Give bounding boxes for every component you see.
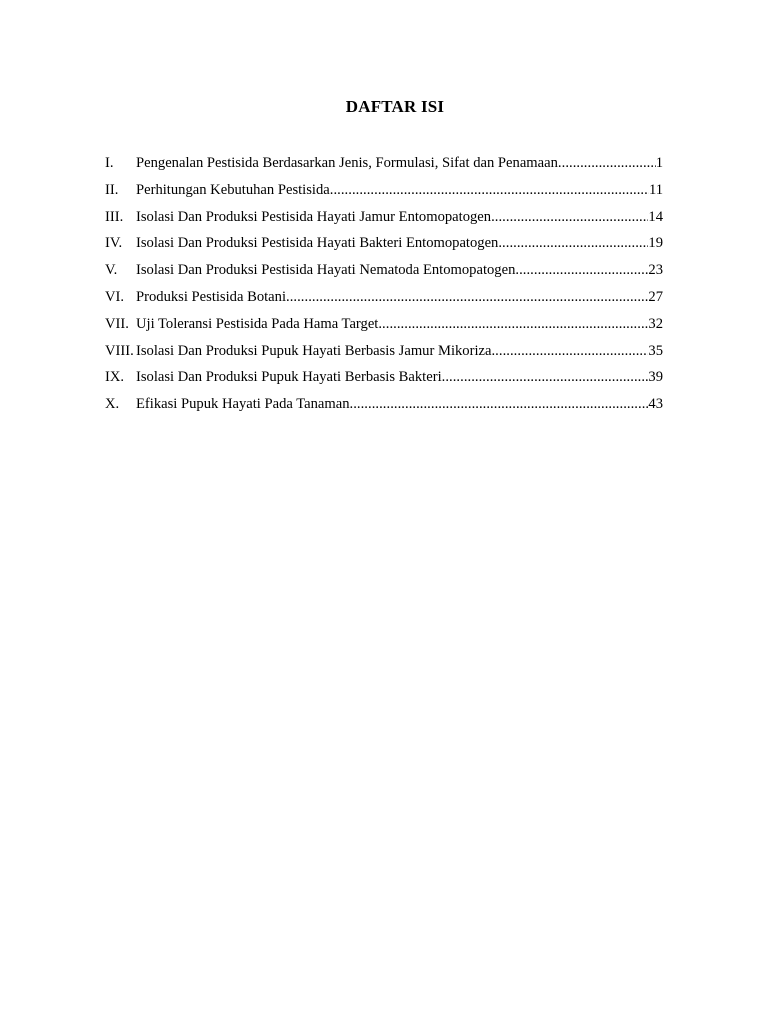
toc-entry-number: V. bbox=[105, 262, 118, 279]
toc-entry-label: Efikasi Pupuk Hayati Pada Tanaman bbox=[136, 396, 350, 413]
toc-entry-label: Pengenalan Pestisida Berdasarkan Jenis, Formulasi, Sifat dan Penamaan bbox=[136, 155, 558, 171]
toc-entry-page: 14 bbox=[648, 208, 663, 225]
toc-dot-leader bbox=[350, 391, 649, 418]
toc-entry-page: 27 bbox=[648, 288, 663, 305]
toc-entry-page: 35 bbox=[648, 342, 663, 359]
toc-entry[interactable] bbox=[105, 338, 663, 365]
toc-dot-leader bbox=[515, 257, 648, 284]
toc-entry-page: 43 bbox=[648, 396, 663, 413]
toc-entry-page: 32 bbox=[648, 315, 663, 332]
page-title: DAFTAR ISI bbox=[345, 97, 445, 116]
toc-entry-page: 11 bbox=[648, 181, 663, 198]
toc-dot-leader bbox=[378, 311, 648, 338]
toc-entry-label: Uji Toleransi Pestisida Pada Hama Target bbox=[136, 315, 379, 332]
toc-entry-label: Isolasi Dan Produksi Pestisida Hayati Bakteri Entomopatogen bbox=[136, 235, 499, 252]
toc-entry[interactable] bbox=[105, 204, 663, 231]
table-of-contents bbox=[105, 150, 663, 418]
toc-dot-leader bbox=[558, 150, 656, 177]
toc-entry-number: VI. bbox=[105, 288, 125, 305]
toc-entry[interactable] bbox=[105, 391, 663, 418]
toc-entry-label: Produksi Pestisida Botani bbox=[136, 288, 286, 305]
toc-entry-page: 23 bbox=[648, 262, 663, 279]
toc-dot-leader bbox=[330, 177, 649, 204]
toc-entry-number: X. bbox=[105, 396, 120, 413]
toc-entry-label: Isolasi Dan Produksi Pupuk Hayati Berbasis Bakteri bbox=[136, 369, 442, 386]
toc-entry[interactable] bbox=[105, 150, 663, 177]
toc-entry[interactable] bbox=[105, 284, 663, 311]
toc-entry-number: IV. bbox=[105, 235, 123, 252]
toc-entry-number: VIII. bbox=[105, 342, 134, 359]
toc-entry-label: Isolasi Dan Produksi Pestisida Hayati Nematoda Entomopatogen bbox=[136, 262, 516, 279]
toc-entry-number: I. bbox=[105, 155, 114, 171]
toc-dot-leader bbox=[442, 364, 649, 391]
toc-dot-leader bbox=[498, 230, 648, 257]
toc-entry-number: II. bbox=[105, 181, 119, 198]
toc-dot-leader bbox=[491, 338, 648, 365]
toc-entry-page: 39 bbox=[648, 369, 663, 386]
toc-entry-page: 19 bbox=[648, 235, 663, 252]
toc-entry-number: IX. bbox=[105, 369, 125, 386]
toc-entry-number: III. bbox=[105, 208, 124, 225]
toc-entry[interactable] bbox=[105, 364, 663, 391]
toc-entry[interactable] bbox=[105, 177, 663, 204]
toc-dot-leader bbox=[286, 284, 648, 311]
toc-entry[interactable] bbox=[105, 257, 663, 284]
toc-entry-label: Isolasi Dan Produksi Pupuk Hayati Berbasis Jamur Mikoriza bbox=[136, 342, 492, 359]
toc-dot-leader bbox=[491, 204, 648, 231]
toc-entry-label: Isolasi Dan Produksi Pestisida Hayati Jamur Entomopatogen bbox=[136, 208, 492, 225]
toc-entry-page: 1 bbox=[655, 155, 663, 171]
toc-entry-label: Perhitungan Kebutuhan Pestisida bbox=[136, 181, 330, 198]
toc-entry-number: VII. bbox=[105, 315, 129, 332]
toc-entry[interactable] bbox=[105, 311, 663, 338]
toc-entry[interactable] bbox=[105, 230, 663, 257]
